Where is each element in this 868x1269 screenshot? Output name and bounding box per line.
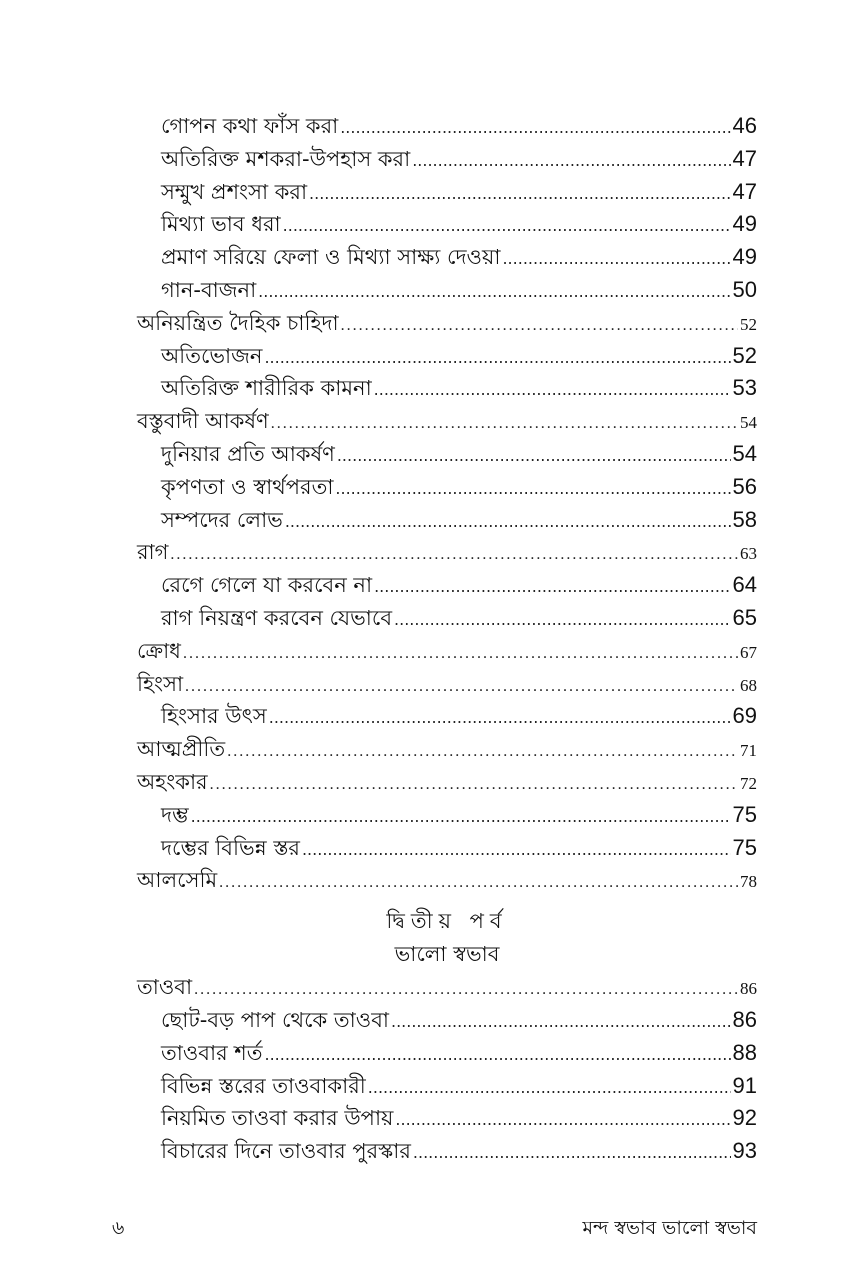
toc-entry-page: 93 <box>732 1138 757 1164</box>
dot-leader <box>340 112 730 145</box>
toc-entry-title: রাগ নিয়ন্ত্রণ করবেন যেভাবে <box>161 605 393 630</box>
footer-page-number: ৬ <box>112 1217 125 1239</box>
toc-entry-title: অতিরিক্ত শারীরিক কামনা <box>161 376 372 401</box>
toc-section-entry <box>137 110 757 143</box>
dot-leader <box>271 408 738 441</box>
toc-section-part2 <box>137 971 757 1168</box>
toc-entry-page: 91 <box>732 1072 757 1098</box>
dot-leader <box>412 145 730 178</box>
toc-entry-page: 47 <box>732 178 757 204</box>
toc-entry-title: হিংসা <box>137 671 184 696</box>
toc-entry-title: অতিভোজন <box>161 343 263 368</box>
toc-entry-page: 68 <box>740 675 757 695</box>
toc-entry-page: 63 <box>740 544 757 564</box>
dot-leader <box>183 638 738 671</box>
toc-entry-title: বস্তুবাদী আকর্ষণ <box>137 409 269 434</box>
toc-entry-page: 72 <box>740 773 757 793</box>
dot-leader <box>413 1137 731 1170</box>
toc-entry-title: হিংসার উৎস <box>161 704 267 729</box>
toc-section-entry <box>137 241 757 274</box>
toc-section-entry <box>137 832 757 865</box>
toc-entry-title: নিয়মিত তাওবা করার উপায় <box>161 1106 394 1131</box>
dot-leader <box>265 1039 731 1072</box>
toc-entry-page: 86 <box>740 979 757 999</box>
toc-entry-page: 52 <box>732 342 757 368</box>
toc-entry-page: 54 <box>732 440 757 466</box>
toc-entry-page: 71 <box>740 741 757 761</box>
toc-section-entry <box>137 176 757 209</box>
dot-leader <box>258 276 730 309</box>
toc-chapter-entry <box>137 971 757 1004</box>
toc-chapter-entry <box>137 864 757 897</box>
toc-entry-page: 64 <box>732 572 757 598</box>
dot-leader <box>337 440 731 473</box>
toc-entry-page: 67 <box>740 642 757 662</box>
toc-entry-title: আত্মপ্রীতি <box>137 737 226 762</box>
toc-entry-page: 49 <box>732 244 757 270</box>
toc-section-part1 <box>137 110 757 897</box>
toc-chapter-entry <box>137 766 757 799</box>
toc-entry-title: মিথ্যা ভাব ধরা <box>161 212 281 237</box>
dot-leader <box>185 671 738 704</box>
toc-entry-page: 46 <box>732 113 757 138</box>
toc-section-entry <box>137 1004 757 1037</box>
toc-entry-title: বিচারের দিনে তাওবার পুরস্কার <box>161 1139 411 1164</box>
footer-book-title: মন্দ স্বভাব ভালো স্বভাব <box>582 1217 757 1239</box>
toc-entry-title: দুনিয়ার প্রতি আকর্ষণ <box>161 441 335 466</box>
dot-leader <box>309 178 730 211</box>
table-of-contents <box>137 110 757 1168</box>
toc-entry-title: তাওবার শর্ত <box>161 1040 263 1065</box>
toc-section-entry <box>137 504 757 537</box>
toc-entry-page: 47 <box>732 145 757 171</box>
toc-entry-page: 69 <box>732 703 757 729</box>
toc-entry-title: রাগ <box>137 540 169 565</box>
dot-leader <box>285 506 731 539</box>
toc-entry-title: ছোট-বড় পাপ থেকে তাওবা <box>161 1007 389 1032</box>
toc-chapter-entry <box>137 668 757 701</box>
dot-leader <box>302 834 731 867</box>
dot-leader <box>210 769 738 802</box>
dot-leader <box>341 310 738 343</box>
dot-leader <box>335 473 730 506</box>
toc-entry-page: 86 <box>732 1006 757 1032</box>
toc-entry-title: অনিয়ন্ত্রিত দৈহিক চাহিদা <box>137 310 339 335</box>
toc-entry-page: 58 <box>732 506 757 532</box>
toc-chapter-entry <box>137 405 757 438</box>
dot-leader <box>394 604 731 637</box>
toc-entry-page: 56 <box>732 473 757 499</box>
toc-entry-page: 92 <box>732 1105 757 1131</box>
part-heading-block <box>137 897 757 971</box>
dot-leader <box>283 210 731 243</box>
toc-section-entry <box>137 471 757 504</box>
toc-section-entry <box>137 602 757 635</box>
dot-leader <box>502 243 730 276</box>
dot-leader <box>170 539 738 572</box>
dot-leader <box>219 867 738 900</box>
toc-section-entry <box>137 1102 757 1135</box>
toc-section-entry <box>137 1037 757 1070</box>
part-heading: দ্বিতীয় পর্ব <box>386 909 508 934</box>
dot-leader <box>391 1006 731 1039</box>
toc-section-entry <box>137 1135 757 1168</box>
dot-leader <box>264 342 730 375</box>
dot-leader <box>194 974 738 1007</box>
dot-leader <box>368 1072 731 1105</box>
toc-entry-title: দম্ভের বিভিন্ন স্তর <box>161 835 300 860</box>
toc-entry-title: তাওবা <box>137 975 193 1000</box>
toc-entry-title: অতিরিক্ত মশকরা-উপহাস করা <box>161 146 411 171</box>
toc-entry-title: গোপন কথা ফাঁস করা <box>161 114 339 138</box>
toc-entry-page: 54 <box>740 413 757 433</box>
toc-entry-title: সম্মুখ প্রশংসা করা <box>161 179 308 204</box>
toc-chapter-entry <box>137 536 757 569</box>
toc-section-entry <box>137 340 757 373</box>
toc-entry-title: প্রমাণ সরিয়ে ফেলা ও মিথ্যা সাক্ষ্য দেওয়া <box>161 245 501 270</box>
toc-entry-title: আলসেমি <box>137 868 218 893</box>
toc-section-entry <box>137 569 757 602</box>
toc-entry-page: 52 <box>740 314 757 334</box>
part-subheading: ভালো স্বভাব <box>394 942 500 967</box>
toc-entry-page: 50 <box>732 276 757 302</box>
toc-chapter-entry <box>137 635 757 668</box>
toc-chapter-entry <box>137 307 757 340</box>
toc-entry-title: দম্ভ <box>161 802 189 827</box>
dot-leader <box>374 571 730 604</box>
dot-leader <box>191 801 731 834</box>
toc-entry-title: বিভিন্ন স্তরের তাওবাকারী <box>161 1073 366 1098</box>
toc-section-entry <box>137 208 757 241</box>
toc-entry-page: 88 <box>732 1039 757 1065</box>
toc-entry-page: 49 <box>732 211 757 237</box>
dot-leader <box>374 374 731 407</box>
toc-entry-title: কৃপণতা ও স্বার্থপরতা <box>161 474 334 499</box>
toc-entry-page: 78 <box>740 872 757 892</box>
dot-leader <box>227 736 738 769</box>
toc-section-entry <box>137 372 757 405</box>
toc-chapter-entry <box>137 733 757 766</box>
toc-entry-title: ক্রোধ <box>137 638 181 663</box>
toc-entry-title: রেগে গেলে যা করবেন না <box>161 573 373 598</box>
toc-section-entry <box>137 799 757 832</box>
toc-entry-page: 75 <box>732 801 757 827</box>
toc-section-entry <box>137 143 757 176</box>
toc-entry-title: সম্পদের লোভ <box>161 507 283 532</box>
toc-section-entry <box>137 438 757 471</box>
toc-section-entry <box>137 274 757 307</box>
toc-entry-title: অহংকার <box>137 769 208 794</box>
toc-entry-page: 75 <box>732 834 757 860</box>
toc-section-entry <box>137 700 757 733</box>
toc-entry-page: 53 <box>732 375 757 401</box>
toc-section-entry <box>137 1070 757 1103</box>
toc-entry-page: 65 <box>732 604 757 630</box>
toc-entry-title: গান-বাজনা <box>161 277 257 302</box>
dot-leader <box>395 1104 730 1137</box>
dot-leader <box>269 702 731 735</box>
